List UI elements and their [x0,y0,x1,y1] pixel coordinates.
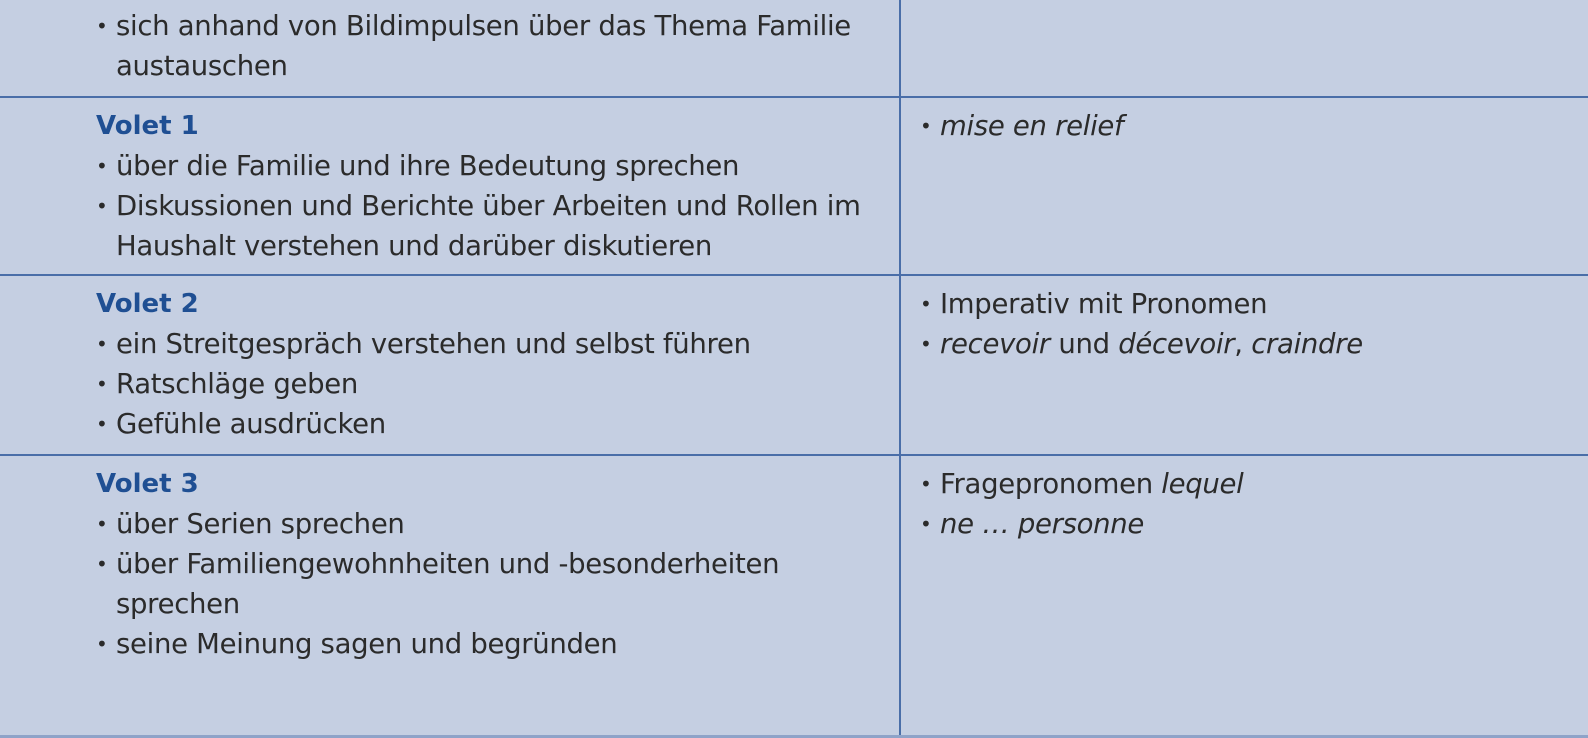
list-item: • sich anhand von Bildimpulsen über das Thema Familie austauschen [96,6,876,86]
list-item [920,324,1560,364]
row-right-cell [920,284,1560,364]
grammar-term: craindre [1251,328,1363,360]
grammar-term: mise en relief [940,110,1124,142]
table-row-volet-2 [0,276,1588,456]
grammar-text: und [1049,328,1119,360]
row-left-cell [96,464,876,664]
grammar-text: Imperativ mit Pronomen [940,288,1268,320]
grammar-term: lequel [1161,468,1244,500]
list-item [920,106,1560,146]
list-item: • über die Familie und ihre Bedeutung sprechen [96,146,876,186]
grammar-text: , [1234,328,1252,360]
section-heading: Volet 2 [96,289,199,319]
row-left-cell [96,284,876,444]
grammar-term: ne … personne [940,508,1145,540]
row-left-cell [96,106,876,266]
row-right-cell [920,464,1560,544]
list-item: • über Serien sprechen [96,504,876,544]
list-item: • über Familiengewohnheiten und -besonderheiten sprechen [96,544,816,624]
list-item [920,504,1560,544]
table-row-intro [0,0,1588,98]
table-row-volet-1 [0,98,1588,276]
list-item [920,464,1560,504]
list-item: • Diskussionen und Berichte über Arbeiten und Rollen im Haushalt verstehen und darüber diskutieren [96,186,876,266]
section-heading: Volet 1 [96,111,199,141]
list-item: • Ratschläge geben [96,364,876,404]
grammar-term: recevoir [940,328,1050,360]
table-row-volet-3 [0,456,1588,738]
section-heading: Volet 3 [96,469,199,499]
grammar-term: décevoir [1118,328,1235,360]
list-item: • ein Streitgespräch verstehen und selbst führen [96,324,876,364]
list-item [920,284,1560,324]
list-item: • Gefühle ausdrücken [96,404,876,444]
list-item: • seine Meinung sagen und begründen [96,624,876,664]
row-left-cell [96,6,876,86]
grammar-text: Fragepronomen [940,468,1162,500]
row-right-cell [920,106,1560,146]
